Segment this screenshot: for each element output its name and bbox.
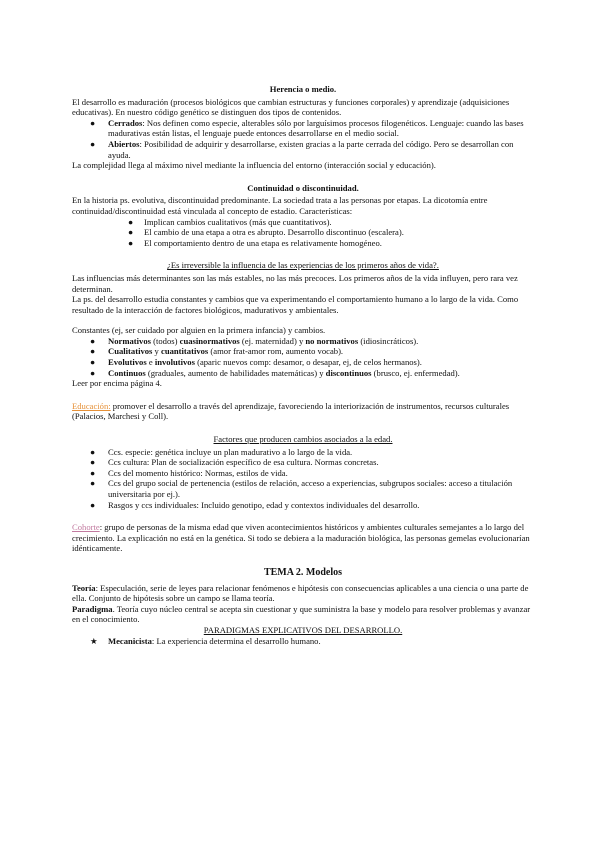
list-item: ● Cerrados: Nos definen como especie, alterables sólo por larguísimos procesos filogenéticos. Lenguaje: cuando las bases madurativas están listas, el lenguaje puede entonces desarrollarse en el medio social. xyxy=(90,117,524,139)
list-item: ● Evolutivos e involutivos (aparic nuevos comp: desamor, o desapar, ej, de celos hermanos). xyxy=(90,357,422,368)
star-icon: ★ xyxy=(90,635,98,646)
chapter-title: TEMA 2. Modelos xyxy=(263,566,343,578)
list-item: ● Implican cambios cualitativos (más que cuantitativos). xyxy=(128,216,332,227)
bullet-list xyxy=(72,336,534,378)
list-item: ● El comportamiento dentro de una etapa es relativamente homogéneo. xyxy=(128,237,382,248)
bullet-icon: ● xyxy=(90,478,96,489)
paragraph-cohorte: Cohorte: grupo de personas de la misma edad que viven acontecimientos históricos y ambientes culturales semejantes a lo largo del crecimiento. La explicación no está en la genética. Si todo se debiera a la maduración biológica, las personas gemelas evolucionarían idénticamente. xyxy=(72,522,530,554)
paragraph: El desarrollo es maduración (procesos biológicos que cambian estructuras y funciones corporales) y aprendizaje (adquisiciones educativas). En nuestro código genético se distinguen dos tipos de contenidos. xyxy=(72,96,510,118)
section-title-herencia: Herencia o medio. xyxy=(269,84,337,94)
bullet-icon: ● xyxy=(90,446,96,457)
list-item: ● El cambio de una etapa a otra es abrupto. Desarrollo discontinuo (escalera). xyxy=(128,227,404,238)
section-title-factores: Factores que producen cambios asociados a la edad. xyxy=(213,434,393,445)
list-item: ● Cualitativos y cuantitativos (amor frat-amor rom, aumento vocab). xyxy=(90,346,344,357)
list-item: ● Abiertos: Posibilidad de adquirir y desarrollarse, existen gracias a la parte cerrada del código. Pero se desarrollan con ayuda. xyxy=(90,138,514,160)
bullet-icon: ● xyxy=(90,335,96,346)
section-title-irreversible: ¿Es irreversible la influencia de las experiencias de los primeros años de vida?. xyxy=(167,260,439,271)
bullet-icon: ● xyxy=(90,457,96,468)
bullet-icon: ● xyxy=(90,499,96,510)
bullet-list xyxy=(72,447,534,511)
term-cohorte: Cohorte xyxy=(72,522,100,533)
list-item: ● Normativos (todos) cuasinormativos (ej. maternidad) y no normativos (idiosincráticos). xyxy=(90,335,419,346)
list-item: ● Ccs. especie: genética incluye un plan madurativo a lo largo de la vida. xyxy=(90,446,353,457)
bullet-icon: ● xyxy=(90,367,96,378)
bullet-icon: ● xyxy=(90,467,96,478)
bullet-icon: ● xyxy=(90,117,96,128)
paragraph-teoria: Teoría: Especulación, serie de leyes para relacionar fenómenos e hipótesis con consecuencias aplicables a una ciencia o una parte de ella. Conjunto de hipótesis sobre un campo se llama teoría. xyxy=(72,582,529,604)
list-item: ★ Mecanicista: La experiencia determina el desarrollo humano. xyxy=(90,635,321,646)
bullet-icon: ● xyxy=(128,216,134,227)
bullet-icon: ● xyxy=(90,357,96,368)
bullet-icon: ● xyxy=(128,227,134,238)
list-item: ● Continuos (graduales, aumento de habilidades matemáticas) y discontinuos (brusco, ej. enfermedad). xyxy=(90,367,460,378)
bullet-list xyxy=(72,118,534,160)
paragraph: En la historia ps. evolutiva, discontinuidad predominante. La sociedad trata a las personas por etapas. La dicotomía entre continuidad/discontinuidad está vinculada al concepto de estadio. Características: xyxy=(72,195,488,216)
paragraph: Leer por encima página 4. xyxy=(72,378,162,389)
bullet-icon: ● xyxy=(90,346,96,357)
paragraph-paradigma: Paradigma. Teoría cuyo núcleo central se acepta sin cuestionar y que suministra la base y modelo para resolver problemas y avanzar en el conocimiento. xyxy=(72,603,531,625)
list-item: ● Ccs del momento histórico: Normas, estilos de vida. xyxy=(90,467,288,478)
list-item: ● Rasgos y ccs individuales: Incluido genotipo, edad y contextos individuales del desarrollo. xyxy=(90,499,420,510)
bullet-list xyxy=(72,217,534,249)
bullet-icon: ● xyxy=(128,237,134,248)
term-educacion: Educación: xyxy=(72,400,111,411)
bullet-icon: ● xyxy=(90,138,96,149)
paragraph: La ps. del desarrollo estudia constantes y cambios que va experimentando el comportamiento humano a lo largo de la vida. Como resultado de la interacción de factores biológicos, madurativos y ambientales. xyxy=(72,294,519,315)
section-title-continuidad: Continuidad o discontinuidad. xyxy=(247,182,359,193)
list-item: ● Ccs del grupo social de pertenencia (estilos de relación, acceso a experiencias, subgrupos sociales: acceso a titulación universitaria por ej.). xyxy=(90,478,513,499)
paragraph: La complejidad llega al máximo nivel mediante la influencia del entorno (interacción social y educación). xyxy=(72,160,436,171)
paragraph: Constantes (ej, ser cuidado por alguien en la primera infancia) y cambios. xyxy=(72,325,326,336)
paragraph-educacion: Educación: promover el desarrollo a través del aprendizaje, favoreciendo la interiorización de instrumentos, recursos culturales (Palacios, Marchesi y Coll). xyxy=(72,400,510,422)
star-list xyxy=(72,636,534,647)
list-item: ● Ccs cultura: Plan de socialización específico de esa cultura. Normas concretas. xyxy=(90,457,379,468)
paragraph: Las influencias más determinantes son las más estables, no las más precoces. Los primeros años de la vida influyen, pero rara vez determinan. xyxy=(72,272,518,294)
subsection-title-paradigmas: PARADIGMAS EXPLICATIVOS DEL DESARROLLO. xyxy=(203,624,403,635)
